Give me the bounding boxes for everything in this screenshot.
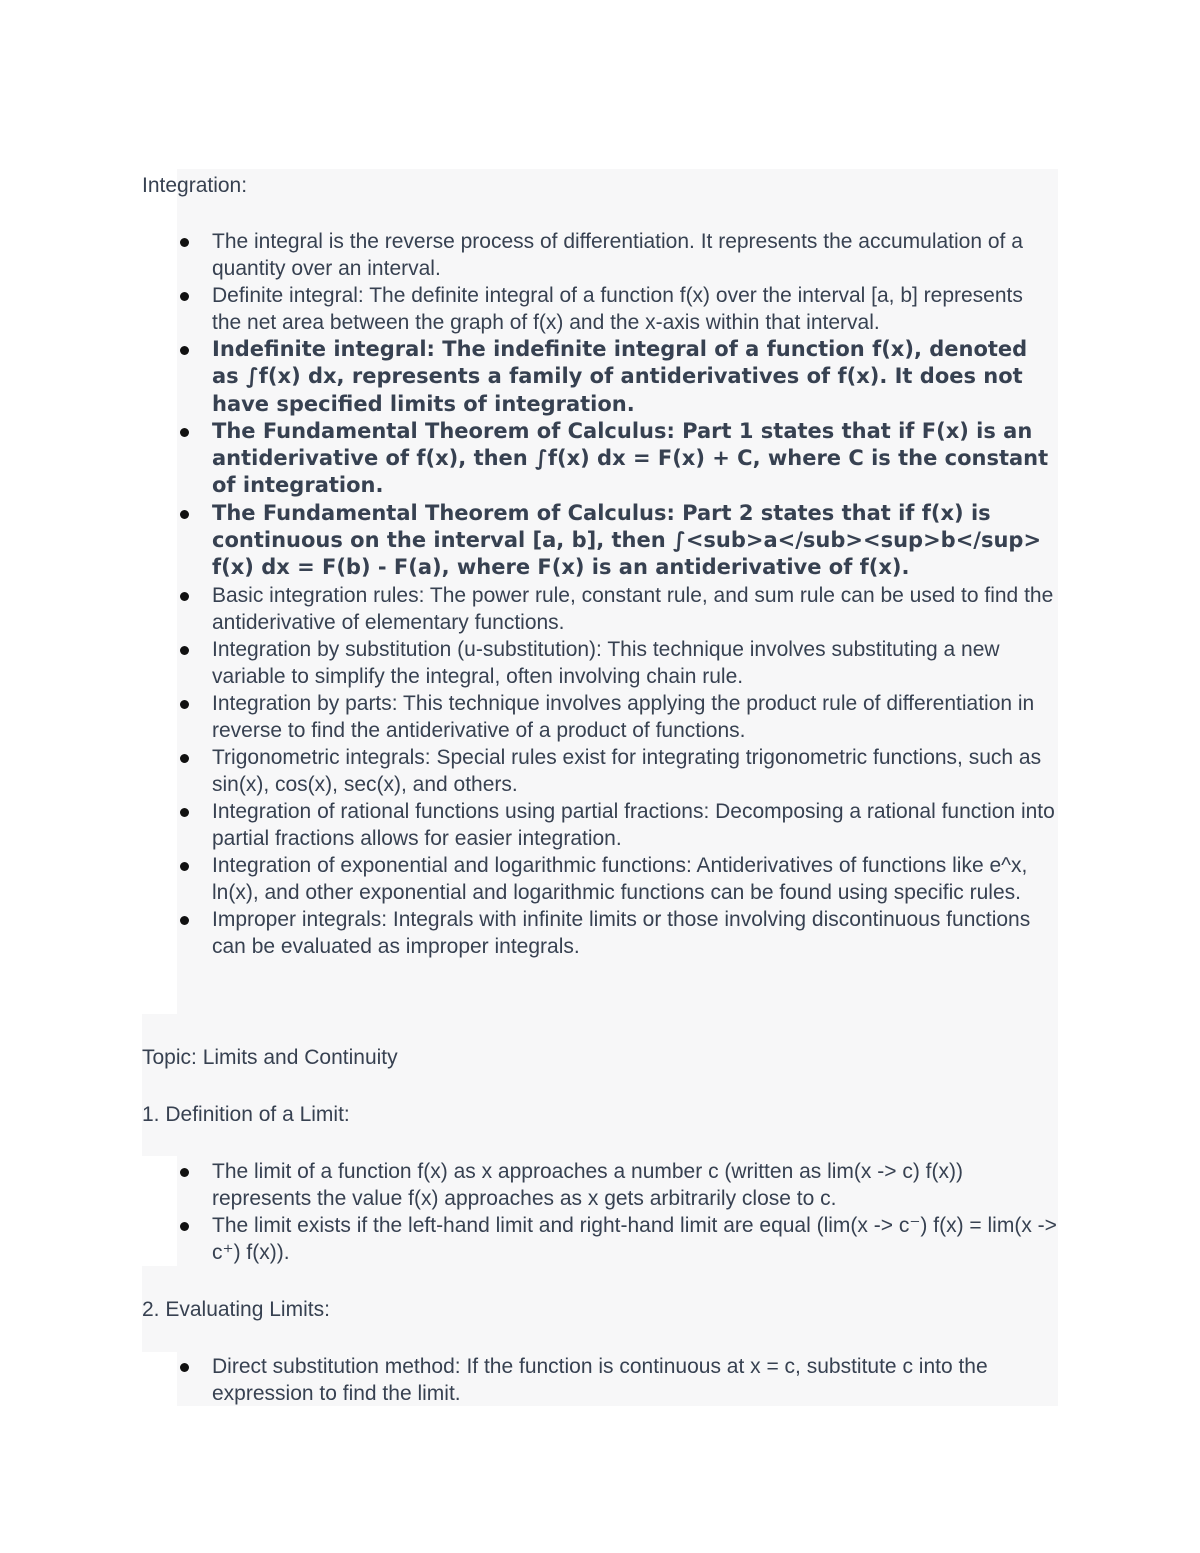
list-item: The limit exists if the left-hand limit and right-hand limit are equal (lim(x -> c⁻) f(x) = lim(x -> c⁺) f(x)). — [177, 1212, 1057, 1266]
evaluating-list — [177, 1353, 1057, 1407]
bullet-dot — [180, 646, 189, 655]
list-item: Basic integration rules: The power rule, constant rule, and sum rule can be used to find the antiderivative of elementary functions. — [177, 582, 1057, 636]
list-item: Improper integrals: Integrals with infinite limits or those involving discontinuous functions can be evaluated as improper integrals. — [177, 906, 1057, 960]
bullet-dot — [180, 510, 189, 519]
list-item: The Fundamental Theorem of Calculus: Part 1 states that if F(x) is an antiderivative of f(x), then ∫f(x) dx = F(x) + C, where C is the constant of integration. — [177, 418, 1057, 500]
list-item: Definite integral: The definite integral of a function f(x) over the interval [a, b] represents the net area between the graph of f(x) and the x-axis within that interval. — [177, 282, 1057, 336]
bullet-dot — [180, 428, 189, 437]
bullet-dot — [180, 1168, 189, 1177]
bullet-dot — [180, 346, 189, 355]
list-item: Trigonometric integrals: Special rules exist for integrating trigonometric functions, such as sin(x), cos(x), sec(x), and others. — [177, 744, 1057, 798]
bullet-dot — [180, 1222, 189, 1231]
topic-heading: Topic: Limits and Continuity — [142, 1046, 398, 1069]
bullet-dot — [180, 700, 189, 709]
list-item: The integral is the reverse process of differentiation. It represents the accumulation of a quantity over an interval. — [177, 228, 1057, 282]
list-item: The limit of a function f(x) as x approaches a number c (written as lim(x -> c) f(x)) represents the value f(x) approaches as x gets arbitrarily close to c. — [177, 1158, 1057, 1212]
list-item: The Fundamental Theorem of Calculus: Part 2 states that if f(x) is continuous on the interval [a, b], then ∫<sub>a</sub><sup>b</sup> f(x) dx = F(b) - F(a), where F(x) is an antiderivative of f(x). — [177, 500, 1057, 582]
list-item: Integration of rational functions using partial fractions: Decomposing a rational function into partial fractions allows for easier integration. — [177, 798, 1057, 852]
list-item: Indefinite integral: The indefinite integral of a function f(x), denoted as ∫f(x) dx, represents a family of antiderivatives of f(x). It does not have specified limits of integration. — [177, 336, 1057, 418]
list-item: Integration by substitution (u-substitution): This technique involves substituting a new variable to simplify the integral, often involving chain rule. — [177, 636, 1057, 690]
bullet-dot — [180, 292, 189, 301]
evaluating-heading: 2. Evaluating Limits: — [142, 1298, 330, 1321]
list-item: Integration of exponential and logarithmic functions: Antiderivatives of functions like e^x, ln(x), and other exponential and logarithmic functions can be found using specific rules. — [177, 852, 1057, 906]
list-item: Integration by parts: This technique involves applying the product rule of differentiation in reverse to find the antiderivative of a product of functions. — [177, 690, 1057, 744]
list-item: Direct substitution method: If the function is continuous at x = c, substitute c into the expression to find the limit. — [177, 1353, 1057, 1407]
bullet-dot — [180, 916, 189, 925]
bullet-dot — [180, 808, 189, 817]
bullet-dot — [180, 592, 189, 601]
shaded-block-intro — [142, 1014, 1058, 1156]
bullet-dot — [180, 238, 189, 247]
bullet-dot — [180, 754, 189, 763]
definition-heading: 1. Definition of a Limit: — [142, 1103, 350, 1126]
definition-list — [177, 1158, 1057, 1266]
integration-heading: Integration: — [142, 174, 248, 197]
integration-list — [177, 228, 1057, 960]
bullet-dot — [180, 862, 189, 871]
bullet-dot — [180, 1363, 189, 1372]
